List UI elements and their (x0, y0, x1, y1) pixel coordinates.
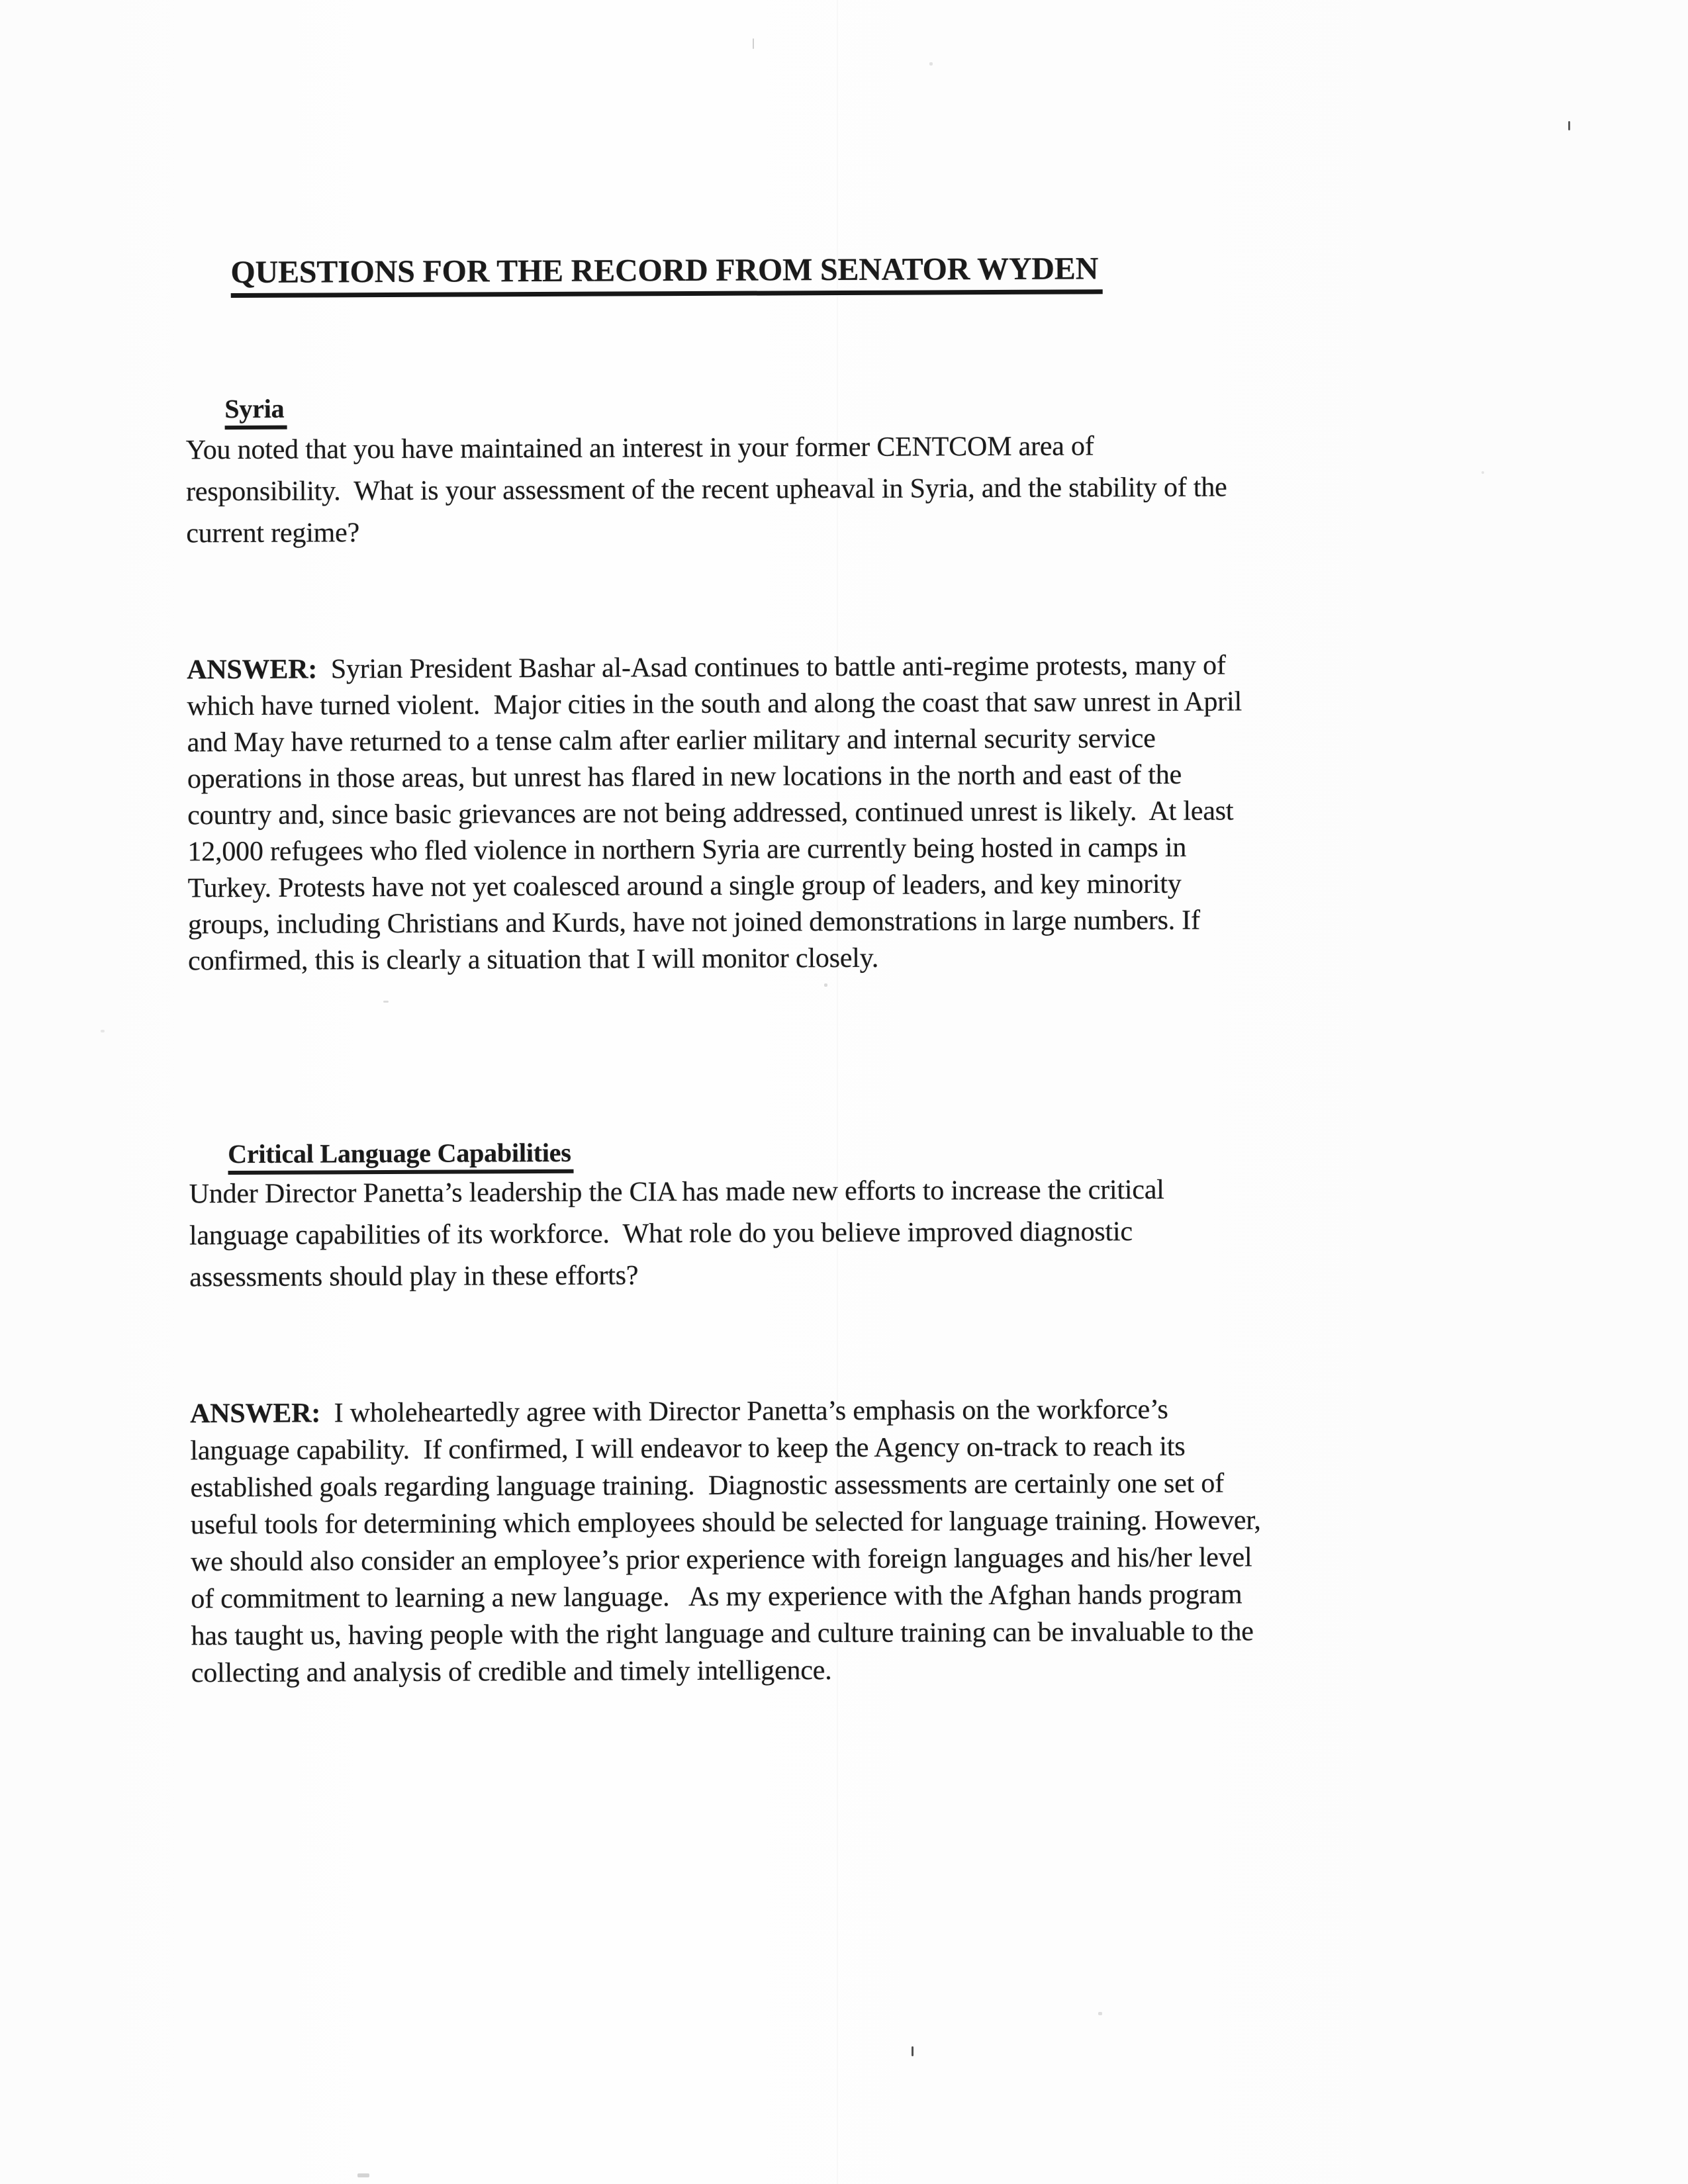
scan-speck (1568, 121, 1570, 130)
question-paragraph-language (189, 1169, 1165, 1298)
answer-body-lines (187, 684, 1243, 979)
scan-speck (1481, 471, 1484, 474)
scan-speck (929, 62, 933, 66)
scan-speck (383, 1001, 389, 1003)
answer-label: ANSWER: (187, 654, 318, 686)
scan-speck (357, 2173, 369, 2177)
scan-speck (753, 38, 754, 49)
answer-first-line (187, 647, 1242, 688)
text-line: operations in those areas, but unrest has flared in new locations in the north and east of the (187, 759, 1182, 795)
question-paragraph-syria (186, 425, 1227, 555)
text-line: has taught us, having people with the right language and culture training can be invaluable to the (191, 1616, 1254, 1652)
scan-speck (912, 2046, 914, 2056)
text-line: assessments should play in these efforts? (189, 1260, 639, 1293)
text-line: and May have returned to a tense calm after earlier military and internal security service (187, 723, 1156, 758)
document-title-text: QUESTIONS FOR THE RECORD FROM SENATOR WYDEN (230, 251, 1102, 298)
text-line: country and, since basic grievances are not being addressed, continued unrest is likely. At least (187, 796, 1234, 831)
answer-paragraph-syria (187, 647, 1243, 979)
text-line: confirmed, this is clearly a situation that I will monitor closely. (188, 942, 879, 977)
text-line: current regime? (186, 518, 360, 549)
answer-first-line-text: I wholeheartedly agree with Director Panetta’s emphasis on the workforce’s (320, 1394, 1168, 1429)
text-line: 12,000 refugees who fled violence in northern Syria are currently being hosted in camps in (187, 832, 1187, 868)
text-line: we should also consider an employee’s prior experience with foreign languages and his/her level (190, 1542, 1252, 1578)
text-line: which have turned violent. Major cities in the south and along the coast that saw unrest in April (187, 686, 1243, 722)
section-heading-syria-text: Syria (224, 394, 287, 430)
answer-paragraph-language (190, 1390, 1262, 1692)
answer-body-lines (190, 1428, 1262, 1692)
text-line: language capability. If confirmed, I will endeavor to keep the Agency on-track to reach its (190, 1431, 1186, 1467)
scan-speck (824, 983, 827, 987)
scan-speck (101, 1030, 105, 1032)
text-line: collecting and analysis of credible and timely intelligence. (191, 1655, 832, 1689)
text-line: of commitment to learning a new language. As my experience with the Afghan hands program (191, 1579, 1243, 1615)
text-line: responsibility. What is your assessment of the recent upheaval in Syria, and the stability of the (185, 472, 1227, 508)
answer-first-line (190, 1390, 1260, 1432)
text-line: groups, including Christians and Kurds, have not joined demonstrations in large numbers. If (187, 905, 1200, 940)
text-line: language capabilities of its workforce. What role do you believe improved diagnostic (189, 1216, 1133, 1251)
text-line: Turkey. Protests have not yet coalesced around a single group of leaders, and key minority (187, 868, 1182, 904)
document-title (183, 219, 1102, 322)
text-line: You noted that you have maintained an interest in your former CENTCOM area of (185, 431, 1094, 466)
section-heading-critical-language-text: Critical Language Capabilities (228, 1138, 574, 1175)
text-line: established goals regarding language training. Diagnostic assessments are certainly one set of (190, 1468, 1225, 1504)
text-line: useful tools for determining which employees should be selected for language training. However, (190, 1505, 1261, 1541)
text-line: Under Director Panetta’s leadership the CIA has made new efforts to increase the critical (189, 1174, 1164, 1210)
scan-speck (1098, 2012, 1102, 2015)
answer-first-line-text: Syrian President Bashar al-Asad continues to battle anti-regime protests, many of (317, 650, 1226, 685)
answer-label: ANSWER: (190, 1398, 321, 1430)
